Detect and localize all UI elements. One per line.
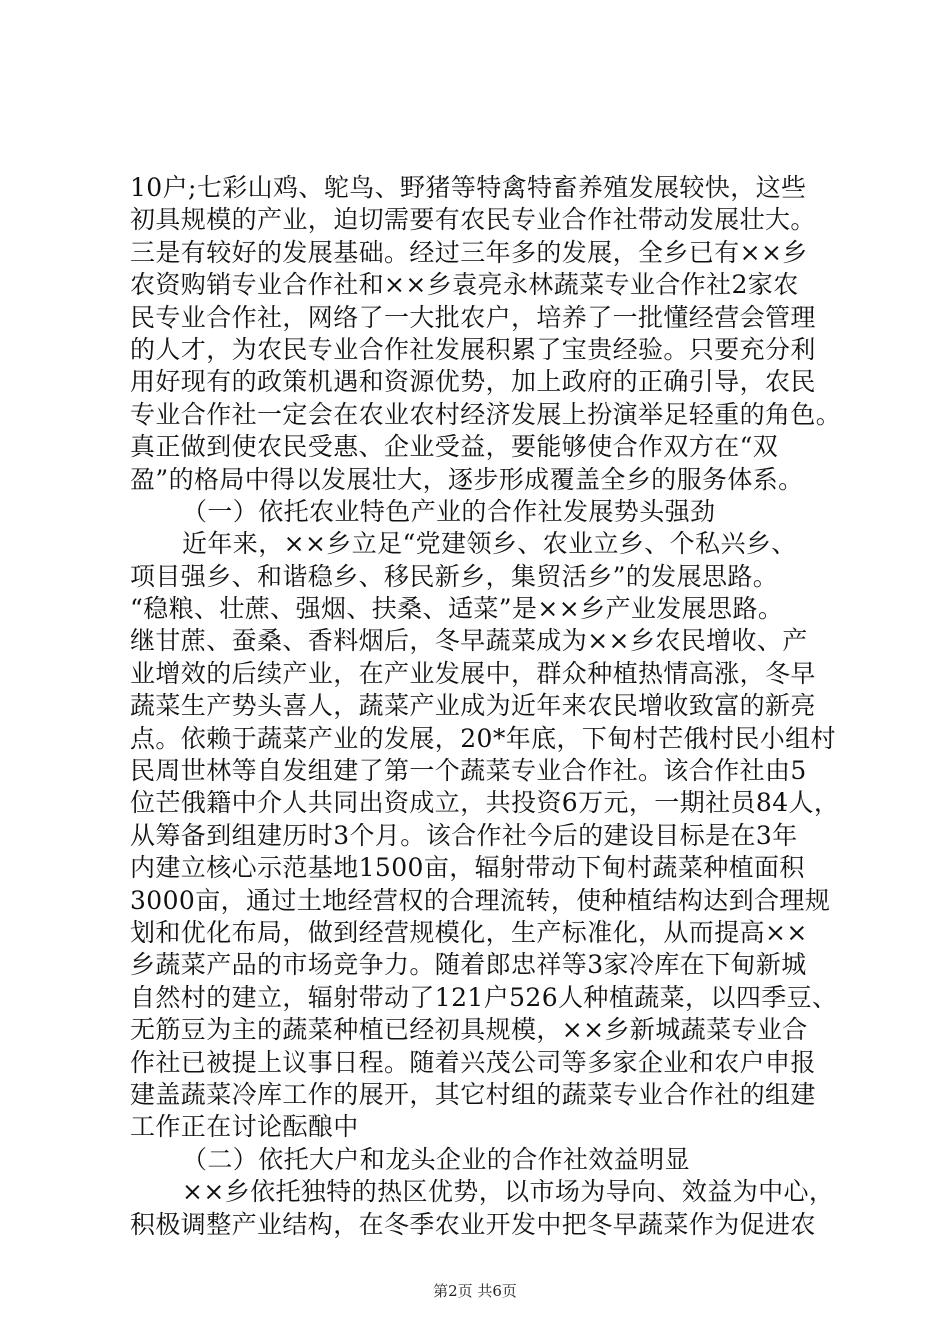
text-line: 3000亩，通过土地经营权的合理流转，使种植结构达到合理规 <box>130 885 831 915</box>
text-line: 农资购销专业合作社和××乡袁亮永林蔬菜专业合作社2家农 <box>130 270 799 300</box>
text-line: 作社已被提上议事日程。随着兴茂公司等多家企业和农户申报 <box>130 1047 816 1077</box>
text-line: 继甘蔗、蚕桑、香料烟后，冬早蔬菜成为××乡农民增收、产 <box>130 626 808 656</box>
text-line: 民周世林等自发组建了第一个蔬菜专业合作社。该合作社由5 <box>130 756 807 786</box>
text-line: 近年来，××乡立足“党建领乡、农业立乡、个私兴乡、 <box>182 529 797 559</box>
text-line: 内建立核心示范基地1500亩，辐射带动下甸村蔬菜种植面积 <box>130 853 805 883</box>
text-line: 项目强乡、和谐稳乡、移民新乡，集贸活乡”的发展思路。 <box>130 561 779 591</box>
text-line: 蔬菜生产势头喜人，蔬菜产业成为近年来农民增收致富的新亮 <box>130 691 816 721</box>
text-line: 初具规模的产业，迫切需要有农民专业合作社带动发展壮大。 <box>130 205 816 235</box>
text-line: 自然村的建立，辐射带动了121户526人种植蔬菜，以四季豆、 <box>130 982 838 1012</box>
text-line: 盈”的格局中得以发展壮大，逐步形成覆盖全乡的服务体系。 <box>130 464 804 494</box>
text-line: 乡蔬菜产品的市场竞争力。随着郎忠祥等3家冷库在下甸新城 <box>130 950 807 980</box>
text-line: “稳粮、壮蔗、强烟、扶桑、适菜”是××乡产业发展思路。 <box>130 594 784 624</box>
text-line: 点。依赖于蔬菜产业的发展，20*年底，下甸村芒俄村民小组村 <box>130 723 836 753</box>
text-line: （一）依托农业特色产业的合作社发展势头强劲 <box>182 496 716 526</box>
text-line: 业增效的后续产业，在产业发展中，群众种植热情高涨，冬早 <box>130 658 816 688</box>
text-line: 建盖蔬菜冷库工作的展开，其它村组的蔬菜专业合作社的组建 <box>130 1079 816 1109</box>
text-line: 工作正在讨论酝酿中 <box>130 1112 359 1142</box>
text-line: 的人才，为农民专业合作社发展积累了宝贵经验。只要充分利 <box>130 334 816 364</box>
text-line: 划和优化布局，做到经营规模化，生产标准化，从而提高×× <box>130 917 808 947</box>
text-line: 位芒俄籍中介人共同出资成立，共投资6万元，一期社员84人， <box>130 788 840 818</box>
document-body <box>130 172 842 1241</box>
text-line: 民专业合作社，网络了一大批农户，培养了一批懂经营会管理 <box>130 302 816 332</box>
text-line: 积极调整产业结构，在冬季农业开发中把冬早蔬菜作为促进农 <box>130 1209 816 1239</box>
text-line: 三是有较好的发展基础。经过三年多的发展，全乡已有××乡 <box>130 237 808 267</box>
text-line: 从筹备到组建历时3个月。该合作社今后的建设目标是在3年 <box>130 820 798 850</box>
text-line: 无筋豆为主的蔬菜种植已经初具规模，××乡新城蔬菜专业合 <box>130 1015 808 1045</box>
text-line: 用好现有的政策机遇和资源优势，加上政府的正确引导，农民 <box>130 367 816 397</box>
page-footer: 第2页 共6页 <box>433 1282 517 1300</box>
text-line: 真正做到使农民受惠、企业受益，要能够使合作双方在“双 <box>130 432 779 462</box>
text-line: ××乡依托独特的热区优势，以市场为导向、效益为中心， <box>182 1177 835 1207</box>
text-line: 专业合作社一定会在农业农村经济发展上扮演举足轻重的角色。 <box>130 399 842 429</box>
text-line: （二）依托大户和龙头企业的合作社效益明显 <box>182 1144 691 1174</box>
text-line: 10户;七彩山鸡、鸵鸟、野猪等特禽特畜养殖发展较快，这些 <box>130 173 807 202</box>
